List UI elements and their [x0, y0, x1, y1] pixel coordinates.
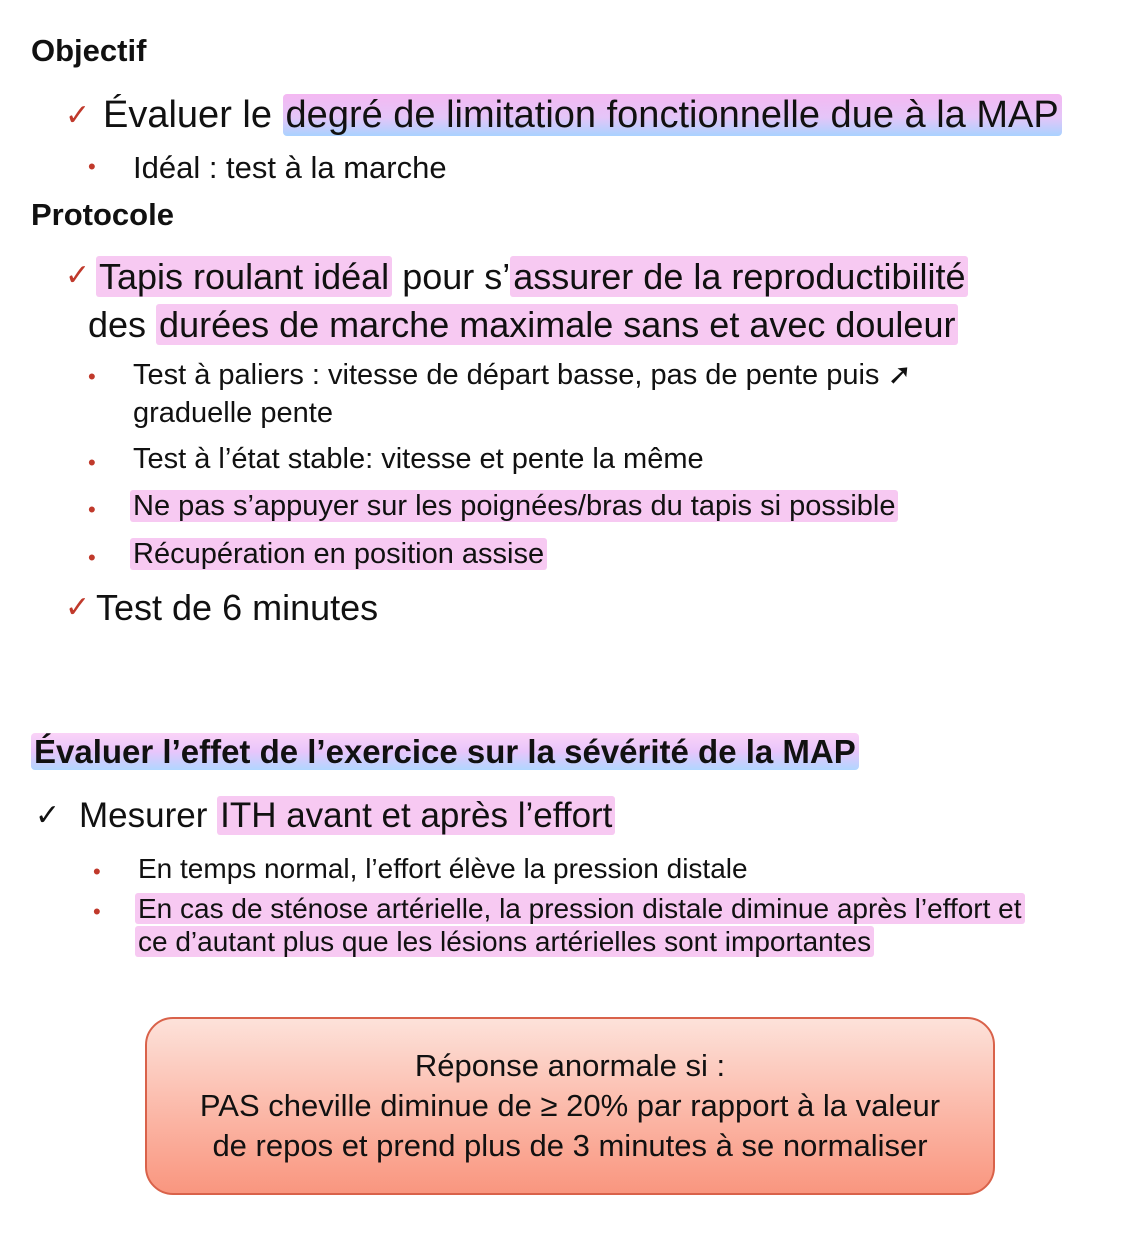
- effet-item: [79, 796, 615, 836]
- bullet-icon: •: [88, 545, 96, 570]
- highlight-poignees: Ne pas s’appuyer sur les poignées/bras du tapis si possible: [130, 490, 898, 522]
- highlight-stenose-2: ce d’autant plus que les lésions artérielles sont importantes: [135, 926, 874, 957]
- protocole-sub-etat-stable: Test à l’état stable: vitesse et pente la même: [133, 443, 704, 475]
- section-heading-protocole: Protocole: [31, 197, 174, 232]
- effet-item-highlight: ITH avant et après l’effort: [217, 796, 615, 835]
- callout-line-3: de repos et prend plus de 3 minutes à se normaliser: [212, 1128, 928, 1163]
- checkmark-icon: ✓: [65, 259, 91, 292]
- effet-item-prefix: Mesurer: [79, 796, 218, 835]
- effet-sub-stenose-line-2: [135, 926, 874, 958]
- protocole-sub-paliers-line-2: graduelle pente: [133, 397, 333, 429]
- arrow-up-right-icon: ➚: [887, 359, 912, 391]
- highlight-recuperation: Récupération en position assise: [130, 538, 547, 570]
- bullet-icon: •: [88, 497, 96, 522]
- highlight-tapis-roulant: Tapis roulant idéal: [96, 256, 392, 297]
- protocole-item-1-line-2: [88, 304, 958, 346]
- bullet-icon: •: [93, 899, 101, 924]
- text-pour: pour s’: [392, 256, 511, 297]
- objectif-item-prefix: Évaluer le: [103, 94, 283, 136]
- bullet-icon: •: [88, 154, 96, 179]
- callout-line-1: Réponse anormale si :: [414, 1048, 726, 1083]
- bullet-icon: •: [88, 450, 96, 475]
- text-des: des: [88, 304, 157, 345]
- highlight-stenose-1: En cas de sténose artérielle, la pression distale diminue après l’effort et: [135, 893, 1025, 924]
- objectif-item: [103, 94, 1062, 137]
- protocole-item-1-line-1: [96, 256, 968, 298]
- protocole-sub-poignees: [130, 490, 898, 523]
- section-heading-objectif: Objectif: [31, 33, 147, 68]
- callout-line-2: PAS cheville diminue de ≥ 20% par rapport à la valeur: [199, 1088, 941, 1123]
- checkmark-icon: ✓: [65, 99, 91, 132]
- checkmark-icon: ✓: [35, 799, 61, 832]
- protocole-sub-paliers: [133, 357, 912, 392]
- checkmark-icon: ✓: [65, 591, 91, 624]
- callout-box: [145, 1017, 995, 1195]
- heading-effet-highlight: Évaluer l’effet de l’exercice sur la sévérité de la MAP: [31, 733, 859, 770]
- section-heading-effet: [31, 733, 859, 771]
- protocole-item-2: Test de 6 minutes: [96, 587, 379, 628]
- effet-sub-normal: En temps normal, l’effort élève la pression distale: [138, 853, 748, 884]
- objectif-subitem: Idéal : test à la marche: [133, 150, 447, 185]
- bullet-icon: •: [88, 364, 96, 389]
- highlight-durees: durées de marche maximale sans et avec douleur: [156, 304, 958, 345]
- effet-sub-stenose-line-1: [135, 893, 1025, 925]
- objectif-item-highlight: degré de limitation fonctionnelle due à la MAP: [283, 94, 1062, 136]
- paliers-text: Test à paliers : vitesse de départ basse, pas de pente puis: [133, 359, 880, 391]
- highlight-reproductibilite: assurer de la reproductibilité: [510, 256, 968, 297]
- bullet-icon: •: [93, 859, 101, 884]
- protocole-sub-recuperation: [130, 538, 547, 571]
